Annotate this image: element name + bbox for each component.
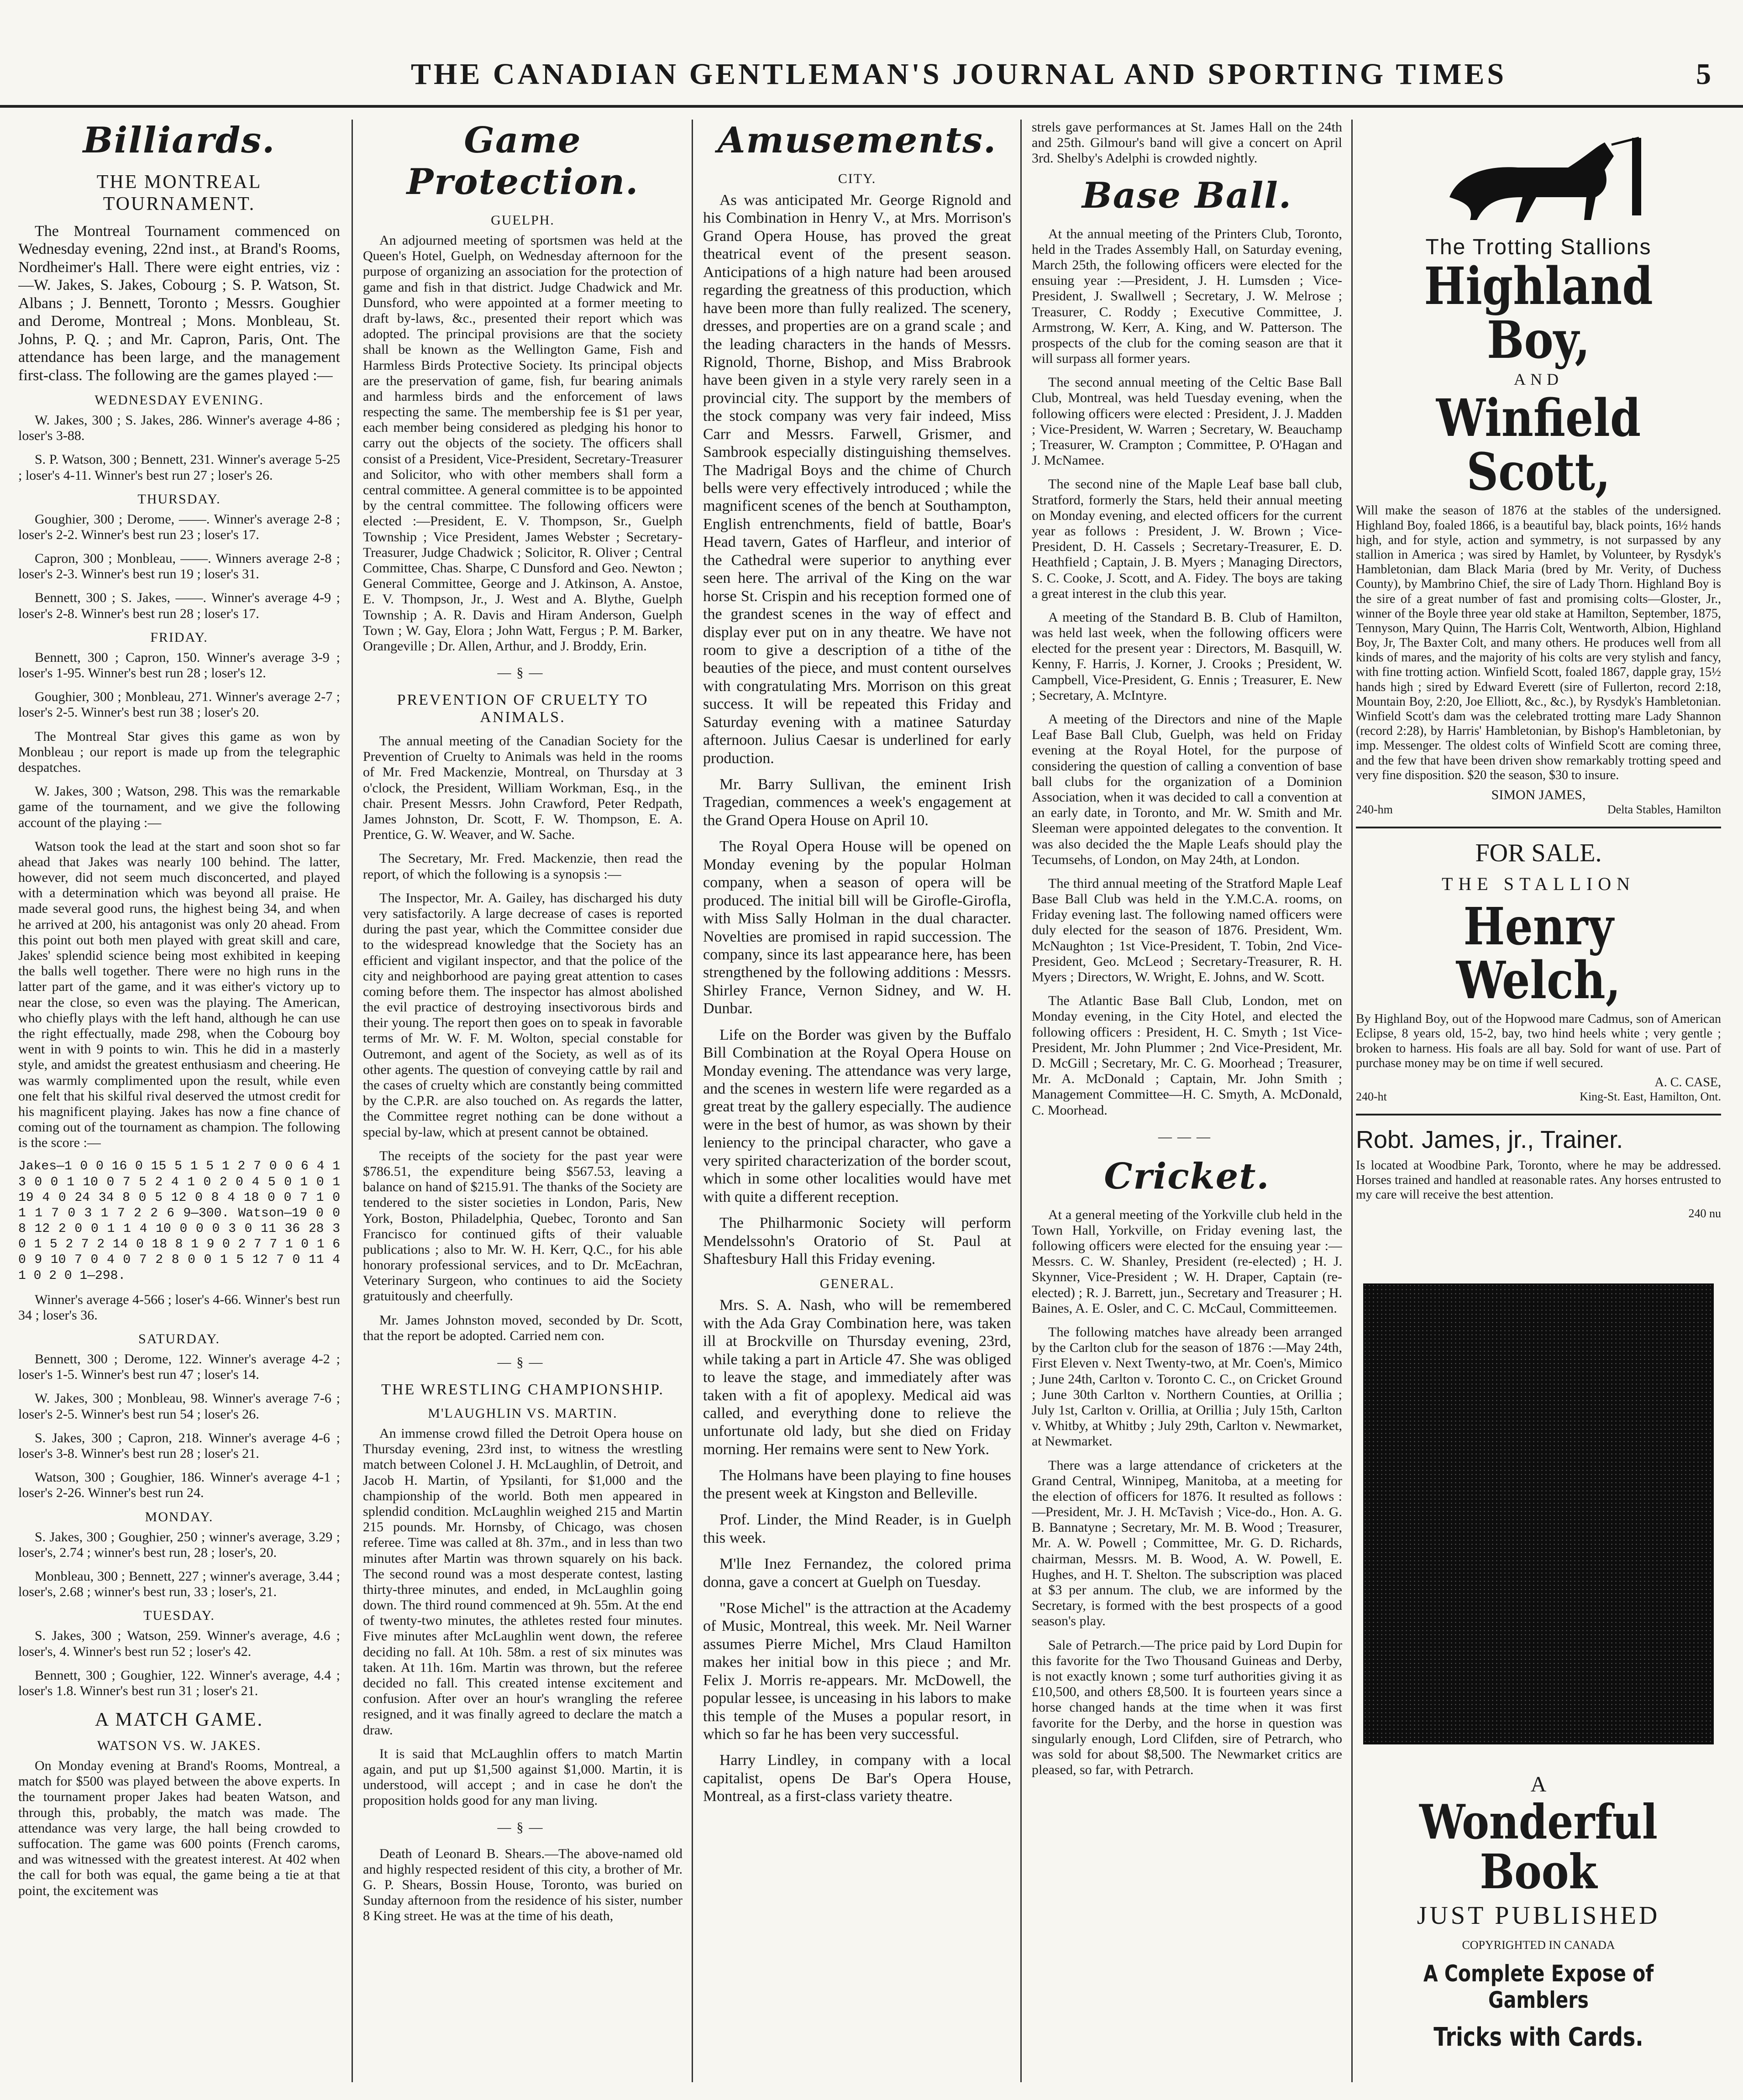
article-subheading: GUELPH. (491, 213, 555, 228)
article-paragraph: Sale of Petrarch.—The price paid by Lord Dupin for this favorite for the Two Thousand Guineas and Derby, is not exactly known ; some turf authorities giving it as £10,500, and others £8,500. It is fourteen years since a horse changed hands at the time when it was first favorite for the Derby, and the horse in question was singularly enough, Lord Clifden, sire of Petrarch, who was sold for about $8,500. The Newmarket critics are pleased, so far, with Petrarch. (1032, 1637, 1342, 1778)
article-paragraph: An immense crowd filled the Detroit Opera house on Thursday evening, 23rd inst, to witness the wrestling match between Colonel J. H. McLaughlin, of Detroit, and Jacob H. Martin, of Ypsilanti, for $1,000 and the championship of the world. Both men appeared in splendid condition. McLaughlin weighed 215 and Martin 215 pounds. Mr. Hornsby, of Chicago, was chosen referee. Time was called at 8h. 37m., and in less than two minutes after Martin was thrown squarely on his back. The second round was a most desperate contest, lasting thirty-three minutes, and ended, in McLaughlin going down. The third round commenced at 9h. 55m. At the end of twenty-two minutes, the athletes rested four minutes. Five minutes after McLaughlin went down, the referee deciding no fall. At 10h. 58m. a rest of six minutes was taken. At 11h. 16m. Martin was thrown, but the referee decided no fall. This created intense excitement and confusion. After over an hour's wrangling the referee resigned, and it was finally agreed to declare the match a draw. (363, 1426, 682, 1738)
ad-subheading: THE STALLION (1441, 873, 1636, 894)
game-result: W. Jakes, 300 ; S. Jakes, 286. Winner's average 4-86 ; loser's 3-88. (18, 412, 340, 444)
article-paragraph: It is said that McLaughlin offers to match Martin again, and put up $1,500 against $1,000. Martin, it is understood, will accept ; and in case he don't the proposition holds good for any man living. (363, 1746, 682, 1808)
article-paragraph: Mr. Barry Sullivan, the eminent Irish Tragedian, commences a week's engagement at the Grand Opera House on April 10. (703, 776, 1011, 829)
book-advertisement (1356, 1772, 1721, 2052)
ad-stallion-name: Henry Welch, (1456, 896, 1621, 1011)
ad-body: Is located at Woodbine Park, Toronto, where he may be addressed. Horses trained and handled at reasonable rates. Any horses entrusted to my care will receive the best attention. (1356, 1158, 1721, 1202)
billiards-column (18, 120, 340, 2091)
separator-ornament: ——— (1158, 1129, 1216, 1144)
game-result: W. Jakes, 300 ; Monbleau, 98. Winner's average 7-6 ; loser's 2-5. Winner's best run 54 ; loser's 26. (18, 1391, 340, 1422)
ad-signature: SIMON JAMES, (1491, 787, 1586, 802)
article-paragraph: Prof. Linder, the Mind Reader, is in Guelph this week. (703, 1511, 1011, 1546)
article-subheading: THE MONTREAL TOURNAMENT. (96, 172, 262, 215)
game-result: Bennett, 300 ; Goughier, 122. Winner's average, 4.4 ; loser's 1.8. Winner's best run 31 ; loser's 21. (18, 1667, 340, 1698)
column-rule (1351, 120, 1353, 2082)
divider (1356, 827, 1721, 828)
article-paragraph: W. Jakes, 300 ; Watson, 298. This was the remarkable game of the tournament, and we give the following account of the playing :— (18, 784, 340, 830)
amusements-column (703, 120, 1011, 2091)
ad-stallion-name: Highland Boy, (1424, 257, 1653, 370)
article-paragraph: Mrs. S. A. Nash, who will be remembered with the Ada Gray Combination here, was taken ill at Brockville on Thursday evening, 23rd, while taking a part in Article 47. She was obliged to leave the stage, and immediately after was taken with a fit of apoplexy. Medical aid was called, and everything done to relieve the unfortunate old lady, but she died on Friday morning. Her remains were sent to New York. (703, 1297, 1011, 1458)
article-paragraph: Life on the Border was given by the Buffalo Bill Combination at the Royal Opera House on Monday evening. The attendance was very large, and the scenes in western life were regarded as a great treat by the gallery especially. The audience were in the best of humor, as was shown by their leniency to the principal character, who gave a very spirited characterization of the border scout, which in some other localities would have met with quite a different reception. (703, 1026, 1011, 1205)
game-result: Watson, 300 ; Goughier, 186. Winner's average 4-1 ; loser's 2-26. Winner's best run 24. (18, 1470, 340, 1501)
ad-for-sale-heading: FOR SALE. (1475, 838, 1602, 867)
article-subheading: CITY. (838, 171, 877, 186)
dark-halftone-block (1363, 1283, 1714, 1744)
ad-trainer-heading: Robt. James, jr., Trainer. (1356, 1126, 1623, 1153)
ad-published: JUST PUBLISHED (1417, 1901, 1660, 1930)
ad-conjunction: AND (1514, 370, 1563, 389)
article-paragraph: The Montreal Star gives this game as won by Monbleau ; our report is made up from the telegraphic despatches. (18, 728, 340, 775)
ad-copyright: COPYRIGHTED IN CANADA (1462, 1938, 1615, 1952)
article-paragraph: The Philharmonic Society will perform Mendelssohn's Oratorio of St. Paul at Shaftesbury Hall this Friday evening. (703, 1215, 1011, 1267)
base-ball-cricket-column (1032, 120, 1342, 2091)
article-paragraph: The Atlantic Base Ball Club, London, met on Monday evening, in the City Hotel, and elected the following officers : President, H. C. Smyth ; 1st Vice-President, Mr. John Plummer ; 2nd Vice-President, Mr. D. McGill ; Secretary, Mr. C. G. Moorhead ; Treasurer, Mr. A. McDonald ; Captain, Mr. John Smith ; Management Committee—H. C. Smyth, A. McDonald, C. Moorhead. (1032, 993, 1342, 1118)
game-protection-column (363, 120, 682, 2091)
separator-ornament: —§— (497, 1819, 548, 1835)
ad-book-title: Wonderful Book (1419, 1794, 1658, 1900)
section-heading-cricket: Cricket. (1104, 1155, 1270, 1197)
section-heading-amusements: Amusements. (717, 120, 997, 161)
game-result: S. Jakes, 300 ; Goughier, 250 ; winner's average, 3.29 ; loser's, 2.74 ; winner's best run, 28 ; loser's, 20. (18, 1529, 340, 1560)
article-paragraph: The Inspector, Mr. A. Gailey, has discharged his duty very satisfactorily. A large decrease of cases is reported during the past year, which the Committee consider due to the widespread knowledge that the Society has an efficient and vigilant inspector, and that the police of the city and neighborhood are paying great attention to cases coming before them. The inspector has almost abolished the evil practice of destroying insectivorous birds and their young. The report then goes on to speak in favorable terms of Mr. W. F. M. Wolton, special constable for Outremont, and agent of the Society, as well as of its other agents. The question of conveying cattle by rail and the cases of cruelty which are constantly being committed by the C.P.R. are also touched on. As regards the latter, the Committee regret nothing can be done without a special by-law, which at present cannot be obtained. (363, 890, 682, 1140)
divider (1356, 1114, 1721, 1115)
article-paragraph: The Secretary, Mr. Fred. Mackenzie, then read the report, of which the following is a synopsis :— (363, 851, 682, 882)
article-paragraph: The third annual meeting of the Stratford Maple Leaf Base Ball Club was held in the Y.M.C.A. rooms, on Friday evening last. The following named officers were duly elected for the season of 1876. President, Wm. McNaughton ; 1st Vice-President, T. Tobin, 2nd Vice-President, Geo. McLeod ; Secretary-Treasurer, R. H. Myers ; Directors, W. Wright, E. Johns, and W. Scott. (1032, 875, 1342, 985)
article-paragraph: The annual meeting of the Canadian Society for the Prevention of Cruelty to Animals was held in the rooms of Mr. Fred Mackenzie, Montreal, on Thursday at 3 o'clock, the President, William Workman, Esq., in the chair. Present Messrs. John Crawford, Peter Redpath, James Johnston, Dr. Scott, F. W. Thompson, E. A. Prentice, G. W. Weaver, and W. Sache. (363, 733, 682, 843)
article-subheading: A MATCH GAME. (94, 1709, 264, 1731)
section-heading-base-ball: Base Ball. (1082, 174, 1292, 216)
article-paragraph: An adjourned meeting of sportsmen was held at the Queen's Hotel, Guelph, on Wednesday afternoon for the purpose of organizing an association for the protection of game and fish in that district. Judge Chadwick and Mr. Dunsford, who were appointed at a former meeting to draft by-laws, &c., presented their report which was adopted. The principal provisions are that the society shall be known as the Wellington Game, Fish and Harmless Birds Protective Society. Its principal objects are the preservation of game, fish, fur bearing animals and harmless birds and the enforcement of laws respecting the same. The membership fee is $1 per year, each member being considered as pledging his honor to carry out the objects of the society. The officers shall consist of a President, Vice-President, Secretary-Treasurer and Solicitor, who with other members shall form a central committee. A general committee is to be appointed by the central committee. The following officers were elected :—President, E. V. Thompson, Sr., Guelph Township ; Vice President, James Webster ; Secretary-Treasurer, Judge Chadwick ; Solicitor, R. Oliver ; Central Committee, Chas. Sharpe, C Dunsford and Geo. Newton ; General Committee, George and J. Atkinson, A. Anstoe, E. V. Thompson, Jr., J. West and A. Blythe, Guelph Township ; A. R. Davis and Hiram Anderson, Guelph Town ; W. Gay, Elora ; John Watt, Fergus ; P. M. Barker, Orangeville ; Dr. Allen, Arthur, and J. Broddy, Erin. (363, 233, 682, 654)
ad-body: By Highland Boy, out of the Hopwood mare Cadmus, son of American Eclipse, 8 years old, 15-2, bay, two hind heels white ; very gentle ; broken to harness. His foals are all bay. Sold for want of use. Part of purchase money may be on time if well secured. (1356, 1012, 1721, 1070)
game-result: Bennett, 300 ; Capron, 150. Winner's average 3-9 ; loser's 1-95. Winner's best run 28 ; loser's 12. (18, 649, 340, 681)
day-heading: THURSDAY. (137, 491, 221, 507)
game-result: Bennett, 300 ; Derome, 122. Winner's average 4-2 ; loser's 1-5. Winner's best run 47 ; loser's 14. (18, 1351, 340, 1383)
article-paragraph: The Montreal Tournament commenced on Wednesday evening, 22nd inst., at Brand's Rooms, Nordheimer's Hall. There were eight entries, viz :—W. Jakes, S. Jakes, Cobourg ; S. P. Watson, St. Albans ; J. Bennett, Toronto ; Messrs. Goughier and Derome, Montreal ; Mons. Monbleau, St. Johns, P. Q. ; and Mr. Capron, Paris, Ont. The attendance has been large, and the management first-class. The following are the games played :— (18, 223, 340, 384)
ad-stallion-name: Winfield Scott, (1436, 388, 1641, 502)
article-paragraph: M'lle Inez Fernandez, the colored prima donna, gave a concert at Guelph on Tuesday. (703, 1555, 1011, 1591)
column-rule (352, 120, 353, 2082)
game-result: Bennett, 300 ; S. Jakes, ——. Winner's average 4-9 ; loser's 2-8. Winner's best run 28 ; loser's 17. (18, 590, 340, 621)
column-rule (1020, 120, 1022, 2082)
ad-book-description: A Complete Expose of Gamblers (1423, 1960, 1654, 2014)
article-paragraph: Mr. James Johnston moved, seconded by Dr. Scott, that the report be adopted. Carried nem con. (363, 1312, 682, 1343)
game-result: Goughier, 300 ; Monbleau, 271. Winner's average 2-7 ; loser's 2-5. Winner's best run 38 ; loser's 20. (18, 689, 340, 720)
score-table: Jakes—1 0 0 16 0 15 5 1 5 1 2 7 0 0 6 4 1 3 0 0 1 10 0 7 5 2 4 1 0 2 0 4 5 0 1 0 1 19 4 0 24 34 8 0 5 12 0 8 4 18 0 0 7 1 0 1 1 7 0 3 1 7 2 2 6 9—300. Watson—19 0 0 8 12 2 0 0 1 1 4 10 0 0 0 3 0 11 36 28 3 0 1 5 2 7 2 14 0 18 8 1 9 0 2 7 7 1 0 1 6 0 9 10 7 0 4 0 7 2 8 0 0 1 5 12 7 0 11 4 1 0 2 0 1—298. (18, 1159, 340, 1283)
article-paragraph: Watson took the lead at the start and soon shot so far ahead that Jakes was nearly 100 behind. The latter, however, did not seem much disconcerted, and played with a determination which was beyond all praise. He made several good runs, the highest being 34, and when he arrived at 200, his antagonist was only 20 ahead. From this point out both men played with great skill and care, Jakes' splendid science being most exhibited in keeping the balls well together. There were no high runs in the latter part of the game, and it was either's victory up to near the close, so even was the playing. The American, who chiefly plays with the left hand, although he can use the right effectually, made 298, when the Cobourg boy went in with 9 points to win. This he did in a masterly style, and amidst the greatest enthusiasm and cheering. He was warmly complimented upon the result, while even one felt that his skilful rival deserved the utmost credit for his magnificent playing. Jakes has now a fine chance of coming out of the tournament as champion. The following is the score :— (18, 838, 340, 1151)
article-paragraph: strels gave performances at St. James Hall on the 24th and 25th. Gilmour's band will give a concert on April 3rd. Shelby's Adelphi is crowded nightly. (1032, 120, 1342, 166)
day-heading: FRIDAY. (150, 629, 208, 645)
article-paragraph: The Royal Opera House will be opened on Monday evening by the popular Holman company, when a season of opera will be produced. The initial bill will be Girofle-Girofla, with Miss Sally Holman in the dual character. Novelties are promised in rapid succession. The company, since its last appearance here, has been strengthened by the following additions : Messrs. Shirley France, Vernon Sidney, and W. H. Dunbar. (703, 838, 1011, 1017)
game-result: Capron, 300 ; Monbleau, ——. Winners average 2-8 ; loser's 2-3. Winner's best run 19 ; loser's 31. (18, 551, 340, 582)
day-heading: SATURDAY. (138, 1331, 220, 1347)
article-paragraph: There was a large attendance of cricketers at the Grand Central, Winnipeg, Manitoba, at a meeting for the election of officers for 1876. It resulted as follows :—President, Mr. J. H. McTavish ; Vice-do., Hon. A. G. B. Bannatyne ; Secretary, Mr. M. B. Wood ; Treasurer, Mr. A. W. Powell ; Committee, Mr. G. D. Richards, chairman, Messrs. M. B. Wood, A. W. Powell, E. Hughes, and H. T. Shelton. The subscription was placed at $3 per annum. The club, we are informed by the Secretary, is formed with the best prospects of a good season's play. (1032, 1457, 1342, 1629)
game-result: S. Jakes, 300 ; Capron, 218. Winner's average 4-6 ; loser's 3-8. Winner's best run 28 ; loser's 21. (18, 1430, 340, 1461)
article-paragraph: A meeting of the Directors and nine of the Maple Leaf Base Ball Club, Guelph, was held on Friday evening at the Royal Hotel, for the purpose of considering the question of calling a convention of base ball clubs for the organization of a Dominion Association, when it was decided to call a convention at an early date, in Toronto, and Mr. W. Smith and Mr. Sleeman were appointed delegates to the convention. It was also decided the the Maple Leafs should play the Tecumsehs, of London, on May 24th, at London. (1032, 712, 1342, 867)
ad-body: Will make the season of 1876 at the stables of the undersigned. Highland Boy, foaled 1866, is a beautiful bay, black points, 16½ hands high, and for style, action and symmetry, is not surpassed by any stallion in America ; was sired by Hamlet, by Volunteer, by Rysdyk's Hambletonian, dam Black Maria (bred by Mr. Verity, of Duchess County), by Mambrino Chief, the sire of Lady Thorn. Highland Boy is the sire of a great number of fast and promising colts—Gloster, Jr., winner of the Boyle three year old stake at Hamilton, September, 1875, Tennyson, Mary Quinn, The Harris Colt, Wentworth, Albion, Highland Boy, Jr, The Baxter Colt, and many others. He produces well from all kinds of mares, and the majority of his colts are very stylish and fancy, with fine trotting action. Winfield Scott, foaled 1867, dapple gray, 15½ hands high ; sired by Edward Everett (sire of Fullerton, record 2:18, Mountain Boy, 2:20, Joe Elliott, &c., &c.), by Rysdyk's Hambletonian. Winfield Scott's dam was the celebrated trotting mare Lady Shannon (record 2:28), by Harris' Hambletonian, by Bishop's Hambletonian, by imp. Messenger. The oldest colts of Winfield Scott are coming three, and the few that have been driven show remarkably trotting speed and very fine disposition. $20 the season, $30 to insure. (1356, 503, 1721, 782)
match-subheading: WATSON VS. W. JAKES. (97, 1738, 262, 1754)
ad-address: King-St. East, Hamilton, Ont. (1580, 1089, 1721, 1103)
article-paragraph: On Monday evening at Brand's Rooms, Montreal, a match for $500 was played between the above experts. In the tournament proper Jakes had beaten Watson, and through this, probably, the match was made. The attendance was very large, the hall being crowded to suffocation. The game was 600 points (French caroms, and was witnessed with the greatest interest. At 402 when the call for both was equal, the game being a tie at that point, the excitement was (18, 1758, 340, 1898)
article-paragraph: Harry Lindley, in company with a local capitalist, opens De Bar's Opera House, Montreal, as a first-class variety theatre. (703, 1752, 1011, 1805)
day-heading: TUESDAY. (143, 1608, 215, 1623)
article-paragraph: The second annual meeting of the Celtic Base Ball Club, Montreal, was held Tuesday evening, when the following officers were elected : President, J. J. Madden ; Vice-President, W. Warren ; Secretary, W. Beauchamp ; Treasurer, W. Crampton ; Committee, P. O'Hagan and J. McNamee. (1032, 375, 1342, 468)
day-heading: MONDAY. (145, 1509, 214, 1524)
article-paragraph: The receipts of the society for the past year were $786.51, the expenditure being $567.53, leaving a balance on hand of $215.91. The thanks of the Society are tendered to the sister societies in London, Paris, New York, Boston, Philadelphia, Quebec, Toronto and San Francisco for continued gifts of their valuable publications ; also to Mr. W. H. Kerr, Q.C., for his able honorary professional services, and to Dr. McEachran, Veterinary Surgeon, who continues to aid the Society gratuitously and cheerfully. (363, 1148, 682, 1304)
article-subheading: PREVENTION OF CRUELTY TO ANIMALS. (397, 691, 649, 726)
ad-address: Delta Stables, Hamilton (1607, 802, 1721, 816)
game-result: Goughier, 300 ; Derome, ——. Winner's average 2-8 ; loser's 2-2. Winner's best run 23 ; loser's 17. (18, 511, 340, 542)
ad-code: 240-hm (1356, 802, 1393, 816)
ad-heading: The Trotting Stallions (1425, 235, 1652, 259)
game-result: Winner's average 4-566 ; loser's 4-66. Winner's best run 34 ; loser's 36. (18, 1292, 340, 1323)
advertisements-column (1356, 120, 1721, 2091)
match-subheading: M'LAUGHLIN VS. MARTIN. (428, 1406, 618, 1421)
ad-code: 240 nu (1688, 1207, 1721, 1220)
game-result: Monbleau, 300 ; Bennett, 227 ; winner's average, 3.44 ; loser's, 2.68 ; winner's best run, 33 ; loser's, 21. (18, 1568, 340, 1600)
article-subheading: GENERAL. (819, 1276, 895, 1292)
separator-ornament: —§— (497, 665, 548, 681)
column-rule (692, 120, 693, 2082)
game-result: S. P. Watson, 300 ; Bennett, 231. Winner's average 5-25 ; loser's 4-11. Winner's best run 27 ; loser's 26. (18, 452, 340, 483)
article-paragraph: As was anticipated Mr. George Rignold and his Combination in Henry V., at Mrs. Morrison's Grand Opera House, has proved the great theatrical event of the present season. Anticipations of a high nature had been aroused regarding the greatness of this production, which have been more than fully realized. The scenery, dresses, and properties are on a grand scale ; and the leading characters in the hands of Messrs. Rignold, Thorne, Bishop, and Miss Brabrook have been given in a style very rarely seen in a provincial city. The support by the members of the stock company was very fair indeed, Miss Carr and Messrs. Farwell, Grismer, and Sambrook especially distinguishing themselves. The Madrigal Boys and the chime of Church bells were very effectively introduced ; while the magnificent scenes of the bench at Southampton, English entrenchments, field of battle, Boar's Head tavern, Gates of Harfleur, and interior of the Cathedral were superior to anything ever seen here. The arrival of the King on the war horse St. Crispin and his reception formed one of the grandest scenes in the way of effect and display ever put on in any theatre. We have not room to give a description of a tithe of the beauties of the piece, and must content ourselves with congratulating Mrs. Morrison on this great success. It will be repeated this Friday and Saturday evening with a matinee Saturday afternoon. Julius Caesar is underlined for early production. (703, 192, 1011, 767)
article-paragraph: At a general meeting of the Yorkville club held in the Town Hall, Yorkville, on Friday evening last, the following officers were elected for the ensuing year :—Messrs. C. W. Shanley, President (re-elected) ; H. J. Skynner, Vice-President ; W. H. Draper, Captain (re-elected) ; R. J. Barrett, jun., Secretary and Treasurer ; H. Baines, A. E. Osler, and C. C. McCaul, Committeemen. (1032, 1207, 1342, 1316)
masthead (0, 0, 1743, 108)
page-number: 5 (1696, 58, 1711, 91)
article-subheading: THE WRESTLING CHAMPIONSHIP. (381, 1381, 664, 1398)
separator-ornament: —§— (497, 1355, 548, 1370)
article-paragraph: At the annual meeting of the Printers Club, Toronto, held in the Trades Assembly Hall, on Saturday evening, March 25th, the following officers were elected for the ensuing year :—President, J. H. Lumsden ; Vice-President, J. Swallwell ; Secretary, J. W. Melrose ; Treasurer, C. Roddy ; Executive Committee, J. Armstrong, W. Kerr, A. King, and W. Patterson. The prospects of the club for the coming season are that it will surpass all former years. (1032, 226, 1342, 367)
section-heading-game-protection: Game Protection. (406, 120, 639, 203)
ad-signature: A. C. CASE, (1654, 1075, 1721, 1089)
ad-book-description: Tricks with Cards. (1433, 2022, 1643, 2053)
ad-code: 240-ht (1356, 1089, 1387, 1103)
section-heading-billiards: Billiards. (83, 120, 276, 161)
journal-title: THE CANADIAN GENTLEMAN'S JOURNAL AND SPORTING TIMES (411, 58, 1507, 91)
game-result: S. Jakes, 300 ; Watson, 259. Winner's average, 4.6 ; loser's, 4. Winner's best run 52 ; loser's 42. (18, 1628, 340, 1659)
day-heading: WEDNESDAY EVENING. (94, 392, 264, 408)
article-paragraph: A meeting of the Standard B. B. Club of Hamilton, was held last week, when the following officers were elected for the present year : Directors, M. Basquill, W. Kenny, F. Harris, J. Korner, J. Crooks ; President, W. Campbell, Vice-President, G. Ennis ; Treasurer, E. New ; Secretary, A. McIntyre. (1032, 609, 1342, 703)
trotting-horse-illustration (1431, 129, 1646, 229)
article-paragraph: The Holmans have been playing to fine houses the present week at Kingston and Belleville. (703, 1467, 1011, 1502)
ad-article: A (1530, 1772, 1547, 1796)
article-paragraph: Death of Leonard B. Shears.—The above-named old and highly respected resident of this city, a brother of Mr. G. P. Shears, Bossin House, Toronto, was buried on Sunday afternoon from the residence of his sister, number 8 King street. He was at the time of his death, (363, 1846, 682, 1924)
article-paragraph: The following matches have already been arranged by the Carlton club for the season of 1876 :—May 24th, First Eleven v. Next Twenty-two, at Mr. Coen's, Mimico ; June 24th, Carlton v. Toronto C. C., on Cricket Ground ; June 30th Carlton v. Northern Counties, at Orillia ; July 1st, Carlton v. Orillia, at Orillia ; July 15th, Carlton v. Whitby, at Whitby ; July 29th, Carlton v. Newmarket, at Newmarket. (1032, 1325, 1342, 1449)
article-paragraph: "Rose Michel" is the attraction at the Academy of Music, Montreal, this week. Mr. Neil Warner assumes Pierre Michel, Mrs Claud Hamilton makes her initial bow in this piece ; and Mr. Felix J. Morris re-appears. Mr. McDowell, the popular lessee, is unceasing in his labors to make this temple of the Muses a popular resort, in which so far he has been very successful. (703, 1599, 1011, 1743)
article-paragraph: The second nine of the Maple Leaf base ball club, Stratford, formerly the Stars, held their annual meeting on Monday evening, and elected officers for the current year as follows : President, J. W. Brown ; Vice-President, D. H. Cassels ; Secretary-Treasurer, E. D. Heathfield ; Captain, J. B. Myers ; Managing Directors, S. C. Cooke, J. Scott, and A. Fidey. The boys are taking a great interest in the club this year. (1032, 477, 1342, 601)
